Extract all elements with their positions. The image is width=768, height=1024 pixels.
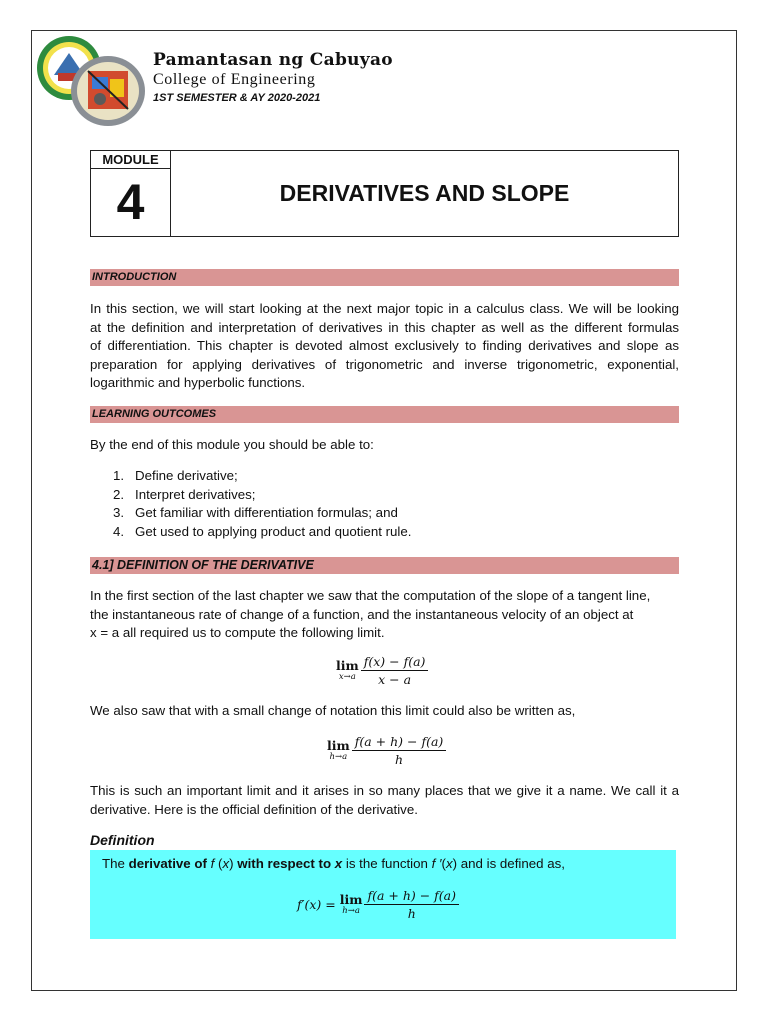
lim-subscript: h→a — [342, 906, 360, 916]
semester-label: 1ST SEMESTER & AY 2020-2021 — [153, 92, 321, 104]
college-seal-icon — [70, 55, 146, 127]
list-number: 1. — [113, 468, 125, 483]
list-text: Get familiar with differentiation formulas; and — [135, 505, 398, 521]
module-label: MODULE — [91, 151, 171, 169]
def-text-bold: with respect to — [237, 856, 335, 871]
university-name: Pamantasan ng Cabuyao — [153, 50, 393, 70]
fraction — [361, 654, 429, 687]
definition-box — [90, 850, 676, 939]
learning-outcomes-heading: LEARNING OUTCOMES — [90, 406, 679, 423]
section-paragraph-3 — [90, 782, 679, 819]
list-text: Get used to applying product and quotient rule. — [135, 523, 412, 539]
list-text: Interpret derivatives; — [135, 486, 256, 502]
fraction — [364, 888, 459, 921]
definition-heading: Definition — [90, 832, 155, 848]
text-line: This is such an important limit and it arises in so many places that we give it a name. We call it a — [90, 783, 679, 798]
limit-operator — [340, 893, 363, 916]
list-number: 3. — [113, 505, 125, 521]
def-text-part: ( — [214, 856, 223, 871]
text-line: preparation for applying derivatives of trigonometric and inverse trigonometric, exponential, — [90, 356, 679, 372]
section-4-1-heading: 4.1] DEFINITION OF THE DERIVATIVE — [90, 557, 679, 574]
text-line: derivative. Here is the official definition of the derivative. — [90, 801, 418, 817]
derivative-formula — [297, 888, 459, 921]
denominator: h — [407, 906, 416, 921]
list-text: Define derivative; — [135, 468, 238, 483]
denominator: x − a — [378, 672, 412, 687]
list-number: 4. — [113, 523, 125, 539]
numerator: f(a + h) − f(a) — [352, 734, 447, 751]
section-paragraph-1 — [90, 587, 679, 643]
def-text-part: The — [102, 856, 129, 871]
text-line: the instantaneous rate of change of a function, and the instantaneous velocity of an object at — [90, 606, 634, 622]
formula-lhs: f′(x) = — [297, 897, 336, 912]
def-text-bold: derivative of — [128, 856, 211, 871]
numerator: f(x) − f(a) — [361, 654, 429, 671]
lim-subscript: h→a — [329, 752, 348, 762]
numerator: f(a + h) − f(a) — [364, 888, 459, 905]
text-line: logarithmic and hyperbolic functions. — [90, 375, 306, 391]
list-item — [113, 486, 411, 505]
logos — [36, 35, 148, 129]
def-text-part: ) and is defined as, — [452, 856, 565, 871]
text-line: x = a all required us to compute the following limit. — [90, 625, 385, 641]
lim-text: lim — [336, 658, 359, 673]
text-line: In this section, we will start looking at the next major topic in a calculus class. We will be looking — [90, 301, 679, 316]
college-name: College of Engineering — [153, 71, 316, 88]
limit-operator — [327, 739, 350, 762]
list-item — [113, 504, 411, 523]
limit-formula-1 — [336, 654, 428, 687]
limit-formula-2 — [327, 734, 446, 767]
module-header-box — [90, 150, 679, 237]
section-paragraph-2: We also saw that with a small change of notation this limit could also be written as, — [90, 703, 576, 718]
lim-subscript: x→a — [338, 672, 356, 682]
lim-text: lim — [327, 738, 350, 753]
def-text-bold-italic: x — [334, 856, 343, 871]
module-number: 4 — [91, 169, 171, 236]
fraction — [352, 734, 447, 767]
def-text-part: is the function — [342, 856, 432, 871]
text-line: In the first section of the last chapter we saw that the computation of the slope of a tangent line, — [90, 588, 651, 603]
def-text-italic: x — [222, 856, 230, 871]
text-line: of differentiation. This chapter is devoted almost exclusively to finding derivatives and slope as — [90, 338, 679, 354]
lim-text: lim — [339, 892, 363, 907]
def-text-italic: f — [210, 856, 215, 871]
def-text-part: ) — [229, 856, 238, 871]
list-number: 2. — [113, 486, 125, 502]
definition-text — [102, 856, 565, 871]
denominator: h — [394, 752, 404, 767]
module-title: DERIVATIVES AND SLOPE — [279, 180, 570, 206]
def-text-italic: x — [445, 856, 453, 871]
list-item — [113, 467, 411, 486]
limit-operator — [336, 659, 359, 682]
text-line: at the definition and interpretation of derivatives in this chapter as well as the different formulas — [90, 319, 679, 335]
def-text-italic: f ′ — [431, 856, 442, 871]
introduction-heading: INTRODUCTION — [90, 269, 679, 286]
def-text-part: ( — [441, 856, 446, 871]
list-item — [113, 523, 411, 542]
outcomes-list — [113, 467, 411, 541]
outcomes-lead: By the end of this module you should be able to: — [90, 437, 374, 452]
introduction-paragraph — [90, 300, 679, 393]
